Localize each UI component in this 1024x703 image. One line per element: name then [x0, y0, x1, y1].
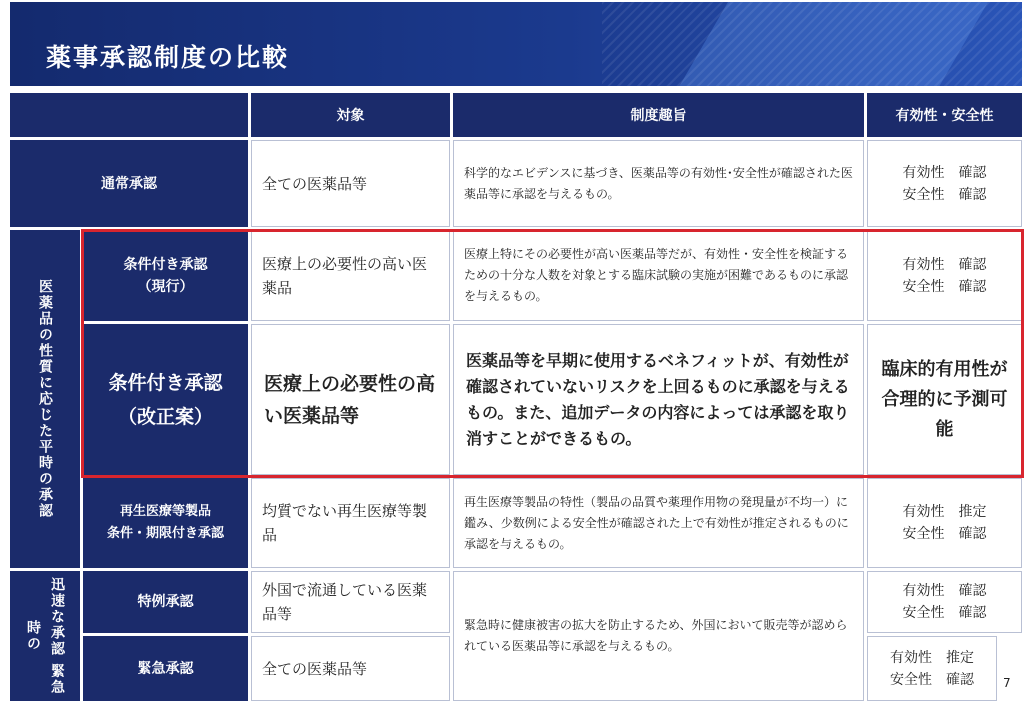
label-line-2: （改正案） — [117, 405, 213, 428]
header-target: 対象 — [251, 93, 450, 137]
eval-safety: 安全性 確認 — [890, 671, 974, 688]
title-banner — [10, 2, 1022, 86]
eval-safety: 安全性 確認 — [902, 278, 987, 295]
target-special: 外国で流通している医薬品等 — [251, 571, 450, 633]
group-label-emergency — [10, 571, 80, 701]
row-label-special: 特例承認 — [83, 571, 248, 633]
header-evaluation: 有効性・安全性 — [867, 93, 1022, 137]
purpose-conditional-revised: 医薬品等を早期に使用するベネフィットが、有効性が確認されていないリスクを上回るものに承認を与えるもの。また、追加データの内容によっては承認を取り消すことができるもの。 — [453, 324, 864, 475]
eval-efficacy: 有効性 推定 — [890, 649, 974, 666]
label-line-1: 条件付き承認 — [108, 371, 223, 394]
row-label-conditional-revised — [83, 324, 248, 475]
group-label-normal-times — [10, 230, 80, 568]
evaluation-conditional-revised: 臨床的有用性が合理的に予測可能 — [867, 324, 1022, 475]
evaluation-emergency — [867, 636, 997, 701]
target-emergency: 全ての医薬品等 — [251, 636, 450, 701]
evaluation-normal — [867, 140, 1022, 227]
group-label-normal-times-text: 医薬品の性質に応じた平時の承認 — [37, 279, 53, 519]
eval-safety: 安全性 確認 — [902, 526, 987, 542]
target-regenerative: 均質でない再生医療等製品 — [251, 478, 450, 568]
eval-efficacy: 有効性 確認 — [902, 583, 987, 599]
target-normal: 全ての医薬品等 — [251, 140, 450, 227]
evaluation-conditional-current — [867, 230, 1022, 321]
group-label-emergency-text: 迅速な承認 緊急時の — [25, 576, 65, 696]
label-line-2: （現行） — [137, 278, 194, 295]
eval-efficacy: 有効性 確認 — [902, 164, 987, 181]
label-line-1: 条件付き承認 — [123, 256, 208, 273]
header-corner — [10, 93, 248, 137]
eval-efficacy: 有効性 推定 — [902, 504, 987, 520]
eval-efficacy: 有効性 確認 — [902, 256, 987, 273]
target-conditional-revised: 医療上の必要性の高い医薬品等 — [251, 324, 450, 475]
evaluation-special — [867, 571, 1022, 633]
purpose-normal: 科学的なエビデンスに基づき、医薬品等の有効性･安全性が確認された医薬品等に承認を与えるもの。 — [453, 140, 864, 227]
purpose-emergency: 緊急時に健康被害の拡大を防止するため、外国において販売等が認められている医薬品等に承認を与えるもの。 — [453, 571, 864, 701]
row-label-conditional-current — [83, 230, 248, 321]
banner-stripes — [602, 2, 1022, 86]
page-number: 7 — [1003, 676, 1011, 690]
target-conditional-current: 医療上の必要性の高い医薬品 — [251, 230, 450, 321]
eval-safety: 安全性 確認 — [902, 186, 987, 203]
row-label-regenerative — [83, 478, 248, 568]
purpose-regenerative: 再生医療等製品の特性（製品の品質や薬理作用物の発現量が不均一）に鑑み、少数例による安全性が確認された上で有効性が推定されるものに承認を与えるもの。 — [453, 478, 864, 568]
purpose-conditional-current: 医療上特にその必要性が高い医薬品等だが、有効性・安全性を検証するための十分な人数を対象とする臨床試験の実施が困難であるものに承認を与えるもの。 — [453, 230, 864, 321]
page-title: 薬事承認制度の比較 — [46, 43, 290, 72]
row-label-emergency: 緊急承認 — [83, 636, 248, 701]
label-line-2: 条件・期限付き承認 — [106, 526, 224, 541]
evaluation-regenerative — [867, 478, 1022, 568]
eval-safety: 安全性 確認 — [902, 605, 987, 621]
label-line-1: 再生医療等製品 — [119, 504, 211, 519]
header-purpose: 制度趣旨 — [453, 93, 864, 137]
row-label-normal: 通常承認 — [10, 140, 248, 227]
